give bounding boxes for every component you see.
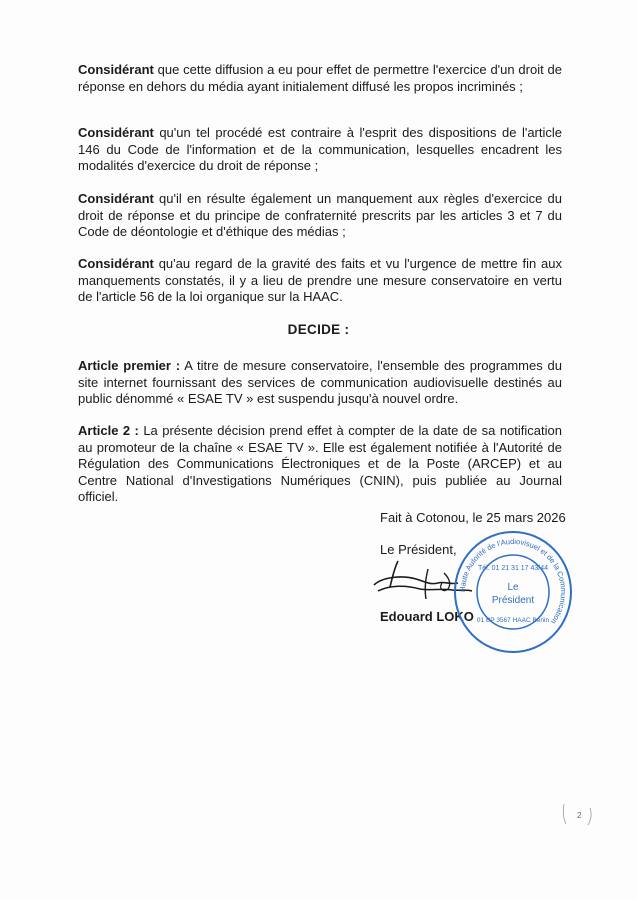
considerant-paragraph-3 [78,191,562,241]
paragraph-lead: Considérant [78,256,154,271]
article-premier [78,358,562,408]
seal-address: 01 BP 3567 HAAC Bénin [476,617,550,624]
paragraph-lead: Considérant [78,125,154,140]
place-date: Fait à Cotonou, le 25 mars 2026 [380,510,566,525]
president-title: Le Président, [380,542,457,557]
president-name: Edouard LOKO [380,609,474,624]
article-text: A titre de mesure conservatoire, l'ensemble des programmes du site internet fournissant des services de communication audiovisuelle destinés au public dénommé « ESAE TV » est suspendu jusqu'à nouvel ordre. [78,358,562,406]
official-seal [452,528,574,656]
considerant-paragraph-1 [78,62,562,95]
considerant-paragraph-2 [78,125,562,175]
page-number: 2 [577,811,582,820]
article-text: La présente décision prend effet à compter de la date de sa notification au promoteur de la chaîne « ESAE TV ». Elle est également notifiée à l'Autorité de Régulation des Communications Électroniques et de la Poste (ARCEP) et au Centre National d'Investigations Numériques (CNIN), puis publiée au Journal officiel. [78,423,562,504]
paragraph-text: qu'un tel procédé est contraire à l'esprit des dispositions de l'article 146 du Code de l'information et de la communication, lesquelles encadrent les modalités d'exercice du droit de réponse ; [78,125,562,173]
decision-heading: DECIDE : [287,322,350,337]
seal-center-line-1: Le [507,582,519,593]
seal-phone: Tél. 01 21 31 17 43/44 [477,565,549,572]
paragraph-lead: Considérant [78,191,154,206]
paragraph-text: que cette diffusion a eu pour effet de permettre l'exercice d'un droit de réponse en dehors du média ayant initialement diffusé les propos incriminés ; [78,62,562,94]
paragraph-lead: Considérant [78,62,154,77]
article-2 [78,423,562,506]
considerant-paragraph-4 [78,256,562,306]
article-lead: Article 2 : [78,423,139,438]
paragraph-text: qu'il en résulte également un manquement aux règles d'exercice du droit de réponse et du principe de confraternité prescrits par les articles 3 et 7 du Code de déontologie et d'éthique des médias ; [78,191,562,239]
seal-outer-text: Haute Autorité de l'Audiovisuel et de la Communication [457,536,569,626]
page-number-box [560,800,596,828]
seal-center-line-2: Président [491,595,535,606]
paragraph-text: qu'au regard de la gravité des faits et vu l'urgence de mettre fin aux manquements constatés, il y a lieu de prendre une mesure conservatoire en vertu de l'article 56 de la loi organique sur la HAAC. [78,256,562,304]
article-lead: Article premier : [78,358,181,373]
